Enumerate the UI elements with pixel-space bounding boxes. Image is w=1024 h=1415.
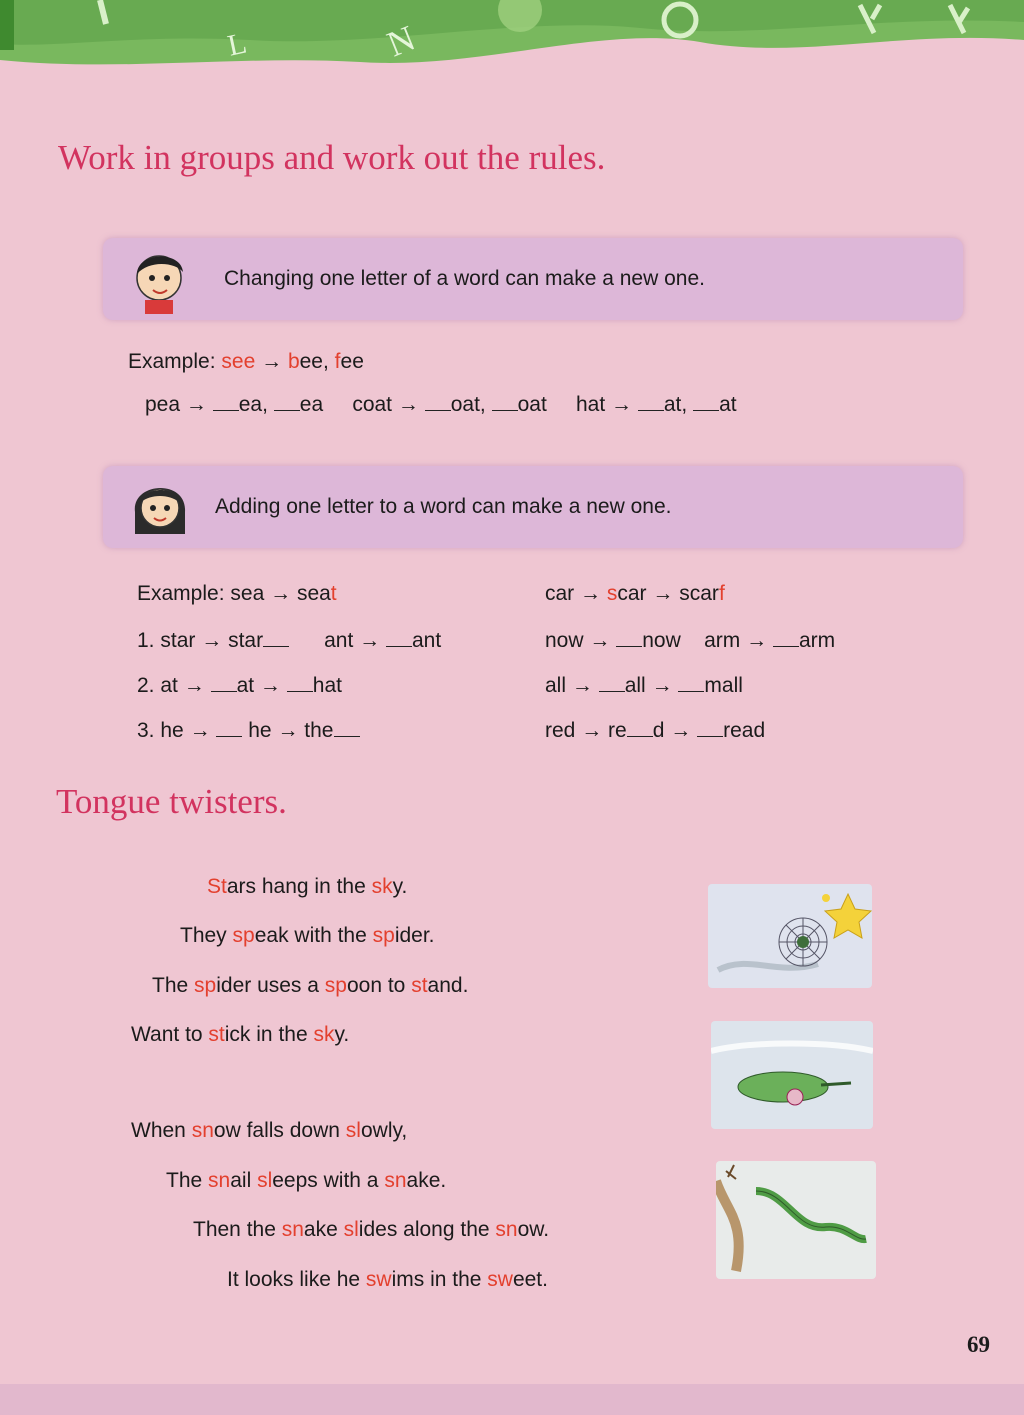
- exercise-fragment: read: [723, 719, 766, 742]
- example-result-rest: ee,: [299, 350, 329, 373]
- snail-illustration: [711, 1021, 873, 1129]
- arrow-icon: →: [261, 350, 283, 373]
- text: The: [166, 1169, 209, 1192]
- exercise-word: arm: [704, 629, 741, 652]
- exercise-fragment: re: [608, 719, 627, 742]
- arrow-icon: →: [652, 582, 674, 605]
- blank-field[interactable]: [616, 628, 642, 647]
- exercise-word: pea: [145, 393, 181, 416]
- highlight: St: [207, 875, 227, 898]
- example-added-letter: s: [606, 582, 618, 605]
- example-label: Example:: [137, 582, 225, 605]
- text: oon to: [346, 974, 412, 997]
- blank-field[interactable]: [697, 718, 723, 737]
- example-result-rest: ee: [340, 350, 364, 373]
- section-title-rules: Work in groups and work out the rules.: [58, 138, 606, 177]
- text: ake: [303, 1218, 344, 1241]
- highlight: sl: [343, 1218, 359, 1241]
- text: eak with the: [254, 924, 373, 947]
- example-added-letter: f: [718, 582, 725, 605]
- arrow-icon: →: [651, 674, 673, 697]
- text: ake.: [406, 1169, 447, 1192]
- example-word: car: [545, 582, 575, 605]
- blank-field[interactable]: [216, 718, 242, 737]
- arrow-icon: →: [201, 629, 223, 652]
- arrow-icon: →: [259, 674, 281, 697]
- exercise-line-3a: [137, 718, 360, 743]
- blank-field[interactable]: [213, 392, 239, 411]
- highlight: sn: [495, 1218, 518, 1241]
- exercise-fragment: arm: [798, 629, 836, 652]
- exercise-line-3b: [545, 718, 765, 743]
- arrow-icon: →: [611, 393, 633, 416]
- text: owly,: [360, 1119, 408, 1142]
- banner-letter-n: N: [381, 17, 421, 65]
- exercise-fragment: at,: [663, 393, 688, 416]
- blank-field[interactable]: [693, 392, 719, 411]
- item-number: 2.: [137, 674, 155, 697]
- example-result-letter: f: [334, 350, 341, 373]
- twister-line: [193, 1218, 549, 1242]
- blank-field[interactable]: [211, 673, 237, 692]
- text: ail: [230, 1169, 258, 1192]
- exercise-word: now: [545, 629, 584, 652]
- example-word: see: [221, 350, 256, 373]
- highlight: sl: [345, 1119, 361, 1142]
- item-number: 1.: [137, 629, 155, 652]
- highlight: st: [411, 974, 428, 997]
- highlight: sw: [487, 1268, 513, 1291]
- highlight: sn: [191, 1119, 214, 1142]
- highlight: sn: [208, 1169, 231, 1192]
- star-spider-illustration: [708, 884, 872, 988]
- highlight: sp: [194, 974, 217, 997]
- text: ider uses a: [216, 974, 325, 997]
- text: ider.: [394, 924, 435, 947]
- exercise-word: star: [160, 629, 196, 652]
- arrow-icon: →: [580, 582, 602, 605]
- text: They: [180, 924, 233, 947]
- section-title-tongue-twisters: Tongue twisters.: [56, 782, 287, 821]
- example-line-changing: [128, 350, 364, 374]
- highlight: sk: [313, 1023, 335, 1046]
- highlight: sp: [324, 974, 347, 997]
- highlight: sw: [365, 1268, 392, 1291]
- example-line-adding-2: [545, 582, 725, 606]
- exercise-fragment: he: [248, 719, 272, 742]
- arrow-icon: →: [189, 719, 211, 742]
- blank-field[interactable]: [492, 392, 518, 411]
- exercise-line-1a: [137, 628, 441, 653]
- example-line-adding: [137, 582, 337, 606]
- exercise-word: all: [545, 674, 567, 697]
- exercise-fragment: ea,: [238, 393, 268, 416]
- exercise-word: ant: [324, 629, 354, 652]
- example-added-letter: t: [330, 582, 337, 605]
- exercise-line-2a: [137, 673, 342, 698]
- rule-box-adding: [103, 466, 963, 548]
- exercise-fragment: hat: [312, 674, 342, 697]
- exercise-word: red: [545, 719, 576, 742]
- text: ides along the: [358, 1218, 496, 1241]
- rule-box-changing: [103, 238, 963, 320]
- text: ick in the: [224, 1023, 314, 1046]
- highlight: sk: [371, 875, 393, 898]
- example-result-letter: b: [287, 350, 300, 373]
- example-base: sea: [296, 582, 331, 605]
- text: When: [131, 1119, 192, 1142]
- decorative-banner: [0, 0, 1024, 82]
- arrow-icon: →: [670, 719, 692, 742]
- page-number: 69: [967, 1332, 990, 1357]
- twister-line: [227, 1268, 548, 1292]
- exercise-fragment: oat,: [450, 393, 486, 416]
- highlight: sp: [372, 924, 395, 947]
- arrow-icon: →: [581, 719, 603, 742]
- highlight: sl: [257, 1169, 273, 1192]
- text: eeps with a: [272, 1169, 385, 1192]
- exercise-line-2b: [545, 673, 743, 698]
- exercise-fragment: ea: [299, 393, 324, 416]
- exercise-fragment: mall: [704, 674, 743, 697]
- arrow-icon: →: [359, 629, 381, 652]
- text: ims in the: [391, 1268, 488, 1291]
- twister-line: [131, 1119, 407, 1143]
- blank-field[interactable]: [386, 628, 412, 647]
- exercise-fragment: at: [236, 674, 255, 697]
- blank-field[interactable]: [287, 673, 313, 692]
- example-label: Example:: [128, 350, 216, 373]
- rule-text-adding: Adding one letter to a word can make a new one.: [215, 495, 672, 518]
- highlight: sp: [232, 924, 255, 947]
- text: y.: [392, 875, 408, 898]
- blank-field[interactable]: [773, 628, 799, 647]
- exercise-line-changing: [145, 392, 737, 417]
- twister-line: [166, 1169, 446, 1193]
- text: ow.: [517, 1218, 550, 1241]
- blank-field[interactable]: [334, 718, 360, 737]
- bottom-border: [0, 1384, 1024, 1415]
- text: Want to: [131, 1023, 209, 1046]
- blank-field[interactable]: [678, 673, 704, 692]
- exercise-fragment: star: [228, 629, 264, 652]
- item-number: 3.: [137, 719, 155, 742]
- exercise-line-1b: [545, 628, 835, 653]
- banner-letter-l: L: [224, 26, 250, 63]
- snake-illustration: [716, 1161, 876, 1279]
- text: and.: [427, 974, 469, 997]
- text: Then the: [193, 1218, 282, 1241]
- arrow-icon: →: [183, 674, 205, 697]
- exercise-fragment: d: [652, 719, 665, 742]
- exercise-fragment: ant: [411, 629, 442, 652]
- exercise-fragment: now: [642, 629, 681, 652]
- highlight: sn: [281, 1218, 304, 1241]
- text: The: [152, 974, 195, 997]
- twister-line: [180, 924, 435, 948]
- example-base: car: [617, 582, 647, 605]
- blank-field[interactable]: [627, 718, 653, 737]
- text: eet.: [512, 1268, 548, 1291]
- arrow-icon: →: [397, 393, 419, 416]
- blank-field[interactable]: [263, 628, 289, 647]
- text: It looks like he: [227, 1268, 366, 1291]
- arrow-icon: →: [746, 629, 768, 652]
- boy-avatar-icon: [125, 244, 195, 314]
- arrow-icon: →: [571, 674, 593, 697]
- exercise-word: coat: [352, 393, 393, 416]
- blank-field[interactable]: [638, 392, 664, 411]
- text: ow falls down: [213, 1119, 346, 1142]
- arrow-icon: →: [589, 629, 611, 652]
- twister-line: [131, 1023, 349, 1047]
- exercise-fragment: the: [304, 719, 334, 742]
- exercise-word: he: [160, 719, 184, 742]
- example-word: sea: [230, 582, 265, 605]
- arrow-icon: →: [185, 393, 207, 416]
- arrow-icon: →: [270, 582, 292, 605]
- exercise-word: hat: [575, 393, 606, 416]
- blank-field[interactable]: [599, 673, 625, 692]
- exercise-fragment: all: [624, 674, 646, 697]
- arrow-icon: →: [277, 719, 299, 742]
- blank-field[interactable]: [274, 392, 300, 411]
- highlight: sn: [384, 1169, 407, 1192]
- girl-avatar-icon: [125, 472, 195, 542]
- blank-field[interactable]: [425, 392, 451, 411]
- text: y.: [334, 1023, 350, 1046]
- exercise-word: at: [160, 674, 178, 697]
- example-base: scar: [679, 582, 719, 605]
- rule-text-changing: Changing one letter of a word can make a new one.: [224, 267, 705, 290]
- exercise-fragment: at: [719, 393, 737, 416]
- highlight: st: [208, 1023, 225, 1046]
- twister-line: [207, 875, 407, 899]
- exercise-fragment: oat: [517, 393, 547, 416]
- text: ars hang in the: [226, 875, 372, 898]
- twister-line: [152, 974, 468, 998]
